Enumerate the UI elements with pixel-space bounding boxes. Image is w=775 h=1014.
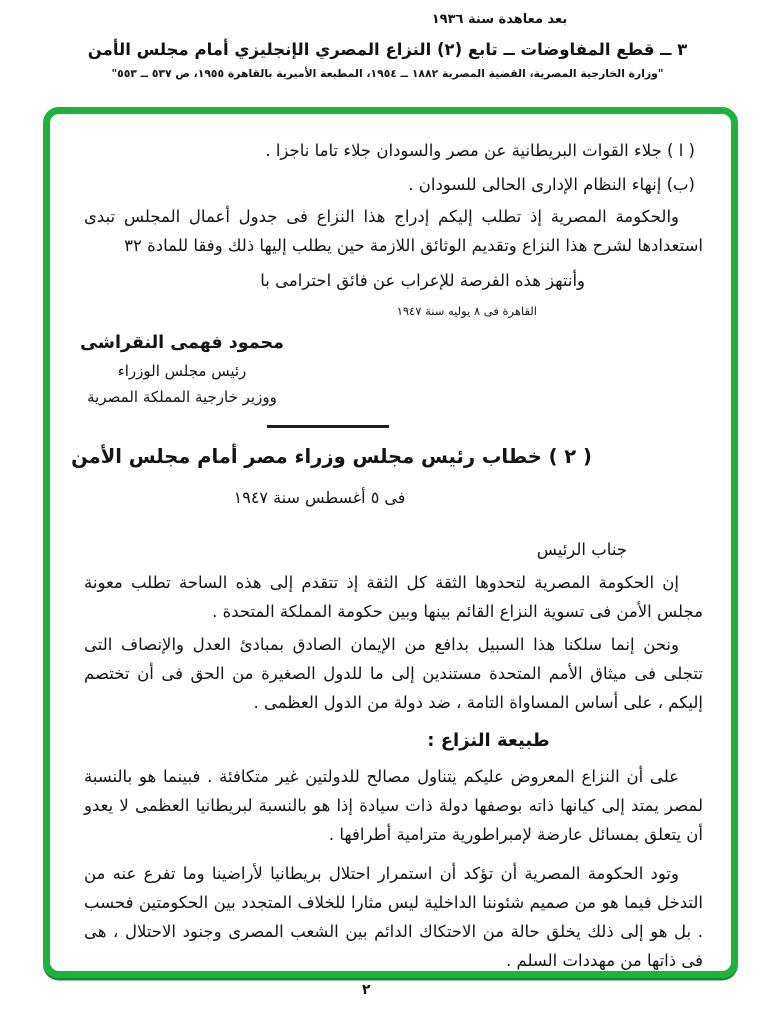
section-heading-nature-of-dispute: طبيعة النزاع : xyxy=(427,730,550,751)
letter1-dateline: القاهرة فى ٨ يوليه سنة ١٩٤٧ xyxy=(396,304,537,318)
speech-date-line: فى ٥ أغسطس سنة ١٩٤٧ xyxy=(233,488,406,507)
demand-item-a: ( ا ) جلاء القوات البريطانية عن مصر والسودان جلاء تاما ناجزا . xyxy=(265,141,695,160)
speech-paragraph-3: على أن النزاع المعروض عليكم يتناول مصالح للدولتين غير متكافئة . فبينما هو بالنسبة لمصر يمتد إلى كيانها ذاته بوصفها دولة ذات سيادة إذا هو بالنسبة لبريطانيا العظمى لا يعدو أن يتعلق بمسائل عارضة لإمبراطورية مترامية أطرافها . xyxy=(84,767,703,844)
signature-title-2: ووزير خارجية المملكة المصرية xyxy=(87,388,277,406)
salutation: جناب الرئيس xyxy=(536,540,627,559)
signature-title-1: رئيس مجلس الوزراء xyxy=(117,362,247,380)
letter1-paragraph: والحكومة المصرية إذ تطلب إليكم إدراج هذا النزاع فى جدول أعمال المجلس تبدى استعدادها لشرح هذا النزاع وتقديم الوثائق اللازمة حين يطلب إليها ذلك وفقا للمادة ٣٢ xyxy=(84,207,703,255)
header-era-line: بعد معاهدة سنة ١٩٣٦ xyxy=(431,12,568,27)
signature-name: محمود فهمى النقراشى xyxy=(80,333,284,353)
signature-block xyxy=(62,328,302,410)
demand-item-b: (ب) إنهاء النظام الإدارى الحالى للسودان . xyxy=(408,175,695,194)
section-divider xyxy=(267,425,389,428)
speech-paragraph-1: إن الحكومة المصرية لتحدوها الثقة كل الثقة إذ تتقدم إلى هذه الساحة تطلب معونة مجلس الأمن فى تسوية النزاع القائم بينها وبين حكومة المملكة المتحدة . xyxy=(84,573,703,621)
document-highlight-frame xyxy=(43,107,738,978)
page-header xyxy=(0,12,775,81)
speech-paragraph-4: وتود الحكومة المصرية أن تؤكد أن استمرار احتلال بريطانيا لأراضينا وما تفرع عنه من التدخل فيما هو من صميم شئوننا الداخلية ليس مثارا للخلاف المتجدد بين الحكومتين فحسب . بل هو إلى ذلك يخلق حالة من الاحتكاك الدائم بين الشعب المصرى وجنود الاحتلال ، هى فى ذاتها من مهددات السلم . xyxy=(84,864,703,970)
header-title-line: ٣ ــ قطع المفاوضات ــ تابع (٢) النزاع المصري الإنجليزي أمام مجلس الأمن xyxy=(87,40,688,59)
speech-paragraph-2: ونحن إنما سلكنا هذا السبيل بدافع من الإيمان الصادق بمبادئ العدل والإنصاف التى تتجلى فى ميثاق الأمم المتحدة مستندين إلى ما للدول الصغيرة من الحق فى أن تختصم إليكم ، على أساس المساواة التامة ، ضد دولة من الدول العظمى . xyxy=(84,635,703,712)
page-number: ٢ xyxy=(362,982,371,998)
speech-heading: ( ٢ ) خطاب رئيس مجلس وزراء مصر أمام مجلس الأمن xyxy=(71,445,592,468)
letter1-closing-line: وأنتهز هذه الفرصة للإعراب عن فائق احترامى با xyxy=(260,271,585,290)
header-source-line: "وزارة الخارجية المصرية، القضية المصرية ١٨٨٢ ــ ١٩٥٤، المطبعة الأميرية بالقاهرة ١٩٥٥، ص ٥٣٧ ــ ٥٥٣" xyxy=(111,67,664,80)
